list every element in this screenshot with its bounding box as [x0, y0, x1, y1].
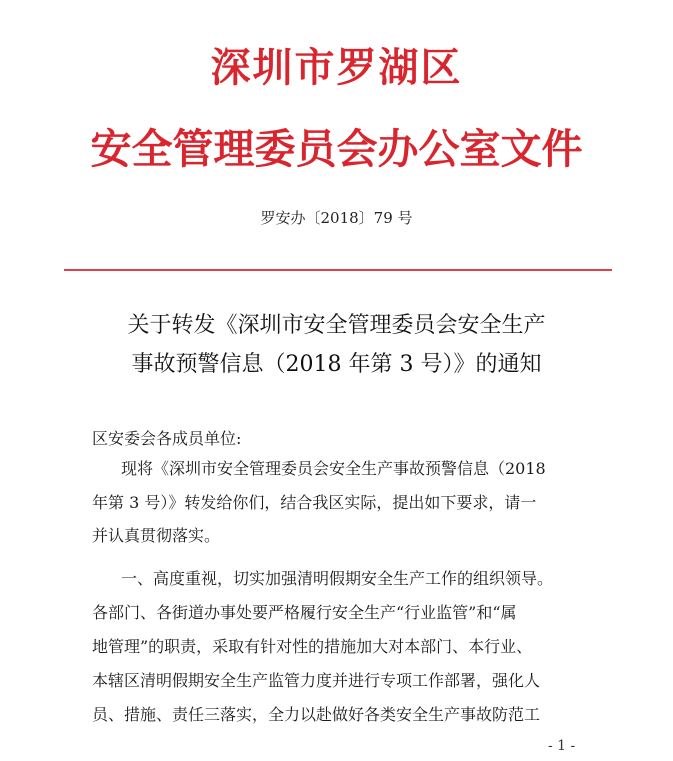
- paragraph-2-line: 一、高度重视，切实加强清明假期安全生产工作的组织领导。: [121, 569, 554, 588]
- paragraph-2-line: 地管理”的职责，采取有针对性的措施加大对本部门、本行业、: [92, 637, 533, 656]
- salutation: 区安委会各成员单位:: [92, 429, 242, 448]
- paragraph-1-line: 现将《深圳市安全管理委员会安全生产事故预警信息（2018: [121, 459, 546, 478]
- page-number: - 1 -: [548, 738, 576, 754]
- notice-title-line-1: 关于转发《深圳市安全管理委员会安全生产: [127, 313, 546, 338]
- red-divider-line: [64, 269, 612, 271]
- document-number: 罗安办〔2018〕79 号: [260, 209, 413, 227]
- notice-title-line-2: 事故预警信息（2018 年第 3 号）》的通知: [131, 352, 542, 377]
- paragraph-2-line: 员、措施、责任三落实，全力以赴做好各类安全生产事故防范工: [92, 705, 541, 724]
- paragraph-1-line: 并认真贯彻落实。: [92, 526, 221, 545]
- issuer-title-line-1: 深圳市罗湖区: [210, 45, 463, 91]
- paragraph-1-line: 年第 3 号）》转发给你们，结合我区实际，提出如下要求，请一: [92, 493, 537, 512]
- issuer-title-line-2: 安全管理委员会办公室文件: [90, 125, 583, 173]
- paragraph-2-line: 各部门、各街道办事处要严格履行安全生产“行业监管”和“属: [92, 603, 517, 622]
- paragraph-2-line: 本辖区清明假期安全生产监管力度并进行专项工作部署，强化人: [92, 671, 541, 690]
